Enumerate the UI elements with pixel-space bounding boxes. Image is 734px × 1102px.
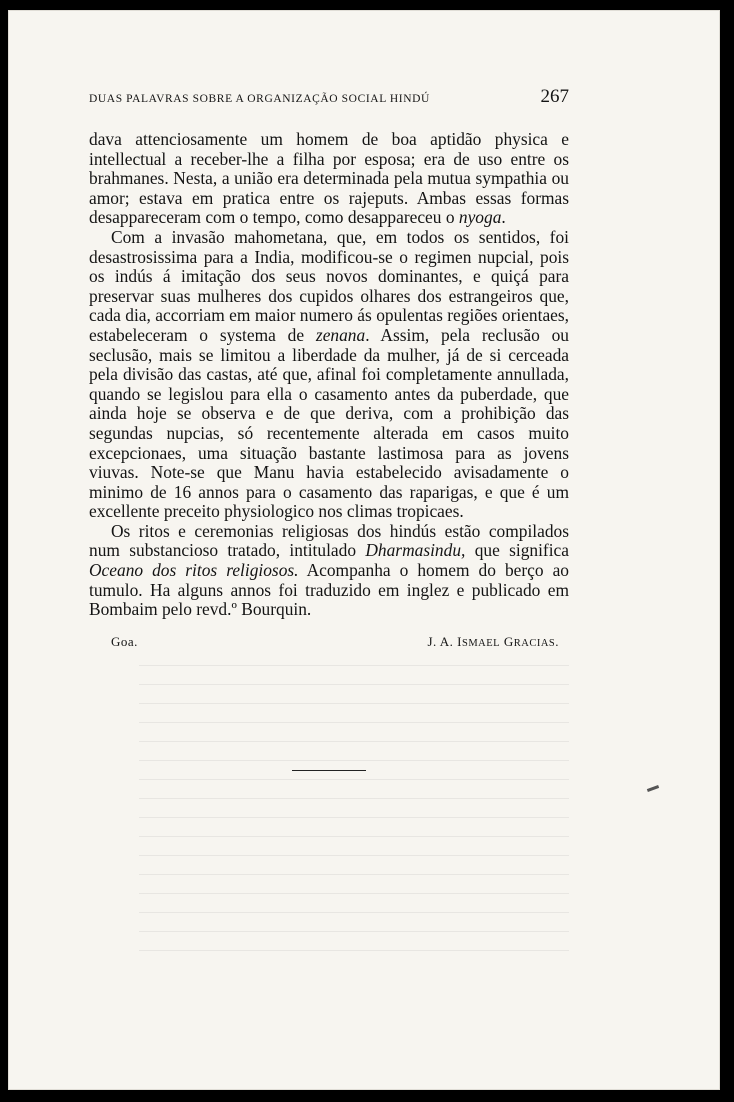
running-head: [89, 86, 569, 108]
paragraph-2-end: . Assim, pela reclusão ou seclusão, mais se limitou a liberdade da mulher, já de si cerceada pela divisão das castas, até que, afinal foi completamente annullada, quando se legislou para ella o casamento antes da puberdade, que ainda hoje se observa e de que deriva, com a prohibição das segundas nupcias, só recentemente alterada em casos muito excepcionaes, uma situação bastante lastimosa para as jovens viuvas. Note-se que Manu havia estabelecido avisadamente o minimo de 16 annos para o casamento das raparigas, e que é um excellente preceito physiologico nos climas tropicaes.: [89, 324, 569, 522]
nyoga-term: nyoga: [458, 207, 502, 228]
author-smallcaps-2: RACIAS: [513, 637, 556, 649]
paragraph-1: [89, 130, 569, 228]
closing-rule: [292, 770, 366, 771]
running-title: DUAS PALAVRAS SOBRE A ORGANIZAÇÃO SOCIAL HINDÚ: [89, 93, 430, 105]
paragraph-3-mid: que significa: [465, 540, 569, 561]
zenana-term: zenana: [315, 324, 366, 345]
author-name: [427, 634, 559, 650]
author-period: .: [555, 633, 559, 649]
page-content: [89, 86, 569, 771]
signature-line: [89, 634, 569, 650]
oceano-title: Oceano dos ritos religiosos.: [89, 560, 299, 581]
paragraph-1-text: dava attenciosamente um homem de boa aptidão physica e intellectual a receber-lhe a filha por esposa; era de uso entre os brahmanes. Nesta, a união era determinada pela mutua sympathia ou amor; estava em pratica entre os rajeputs. Ambas essas formas desappareceram com o tempo, como desappareceu o: [89, 129, 569, 228]
paragraph-2-start: Com a invasão mahometana, que, em todos os sentidos, foi desastrosissima para a India, modificou-se o regimen nupcial, pois os indús á imitação dos seus novos dominantes, e quiçá para preservar suas mulheres dos cupidos olhares dos estrangeiros que, cada dia, accorriam em maior numero ás opulentas regiões orientaes, estabeleceram o systema de: [89, 226, 569, 345]
paragraph-3: [89, 522, 569, 620]
paragraph-2: [89, 228, 569, 522]
paragraph-3-end: Acompanha o homem do berço ao tumulo. Ha alguns annos foi traduzido em inglez e publicado em Bombaim pelo revd.º Bourquin.: [89, 560, 570, 620]
paragraph-1-end: .: [501, 207, 506, 228]
place-name: Goa.: [111, 633, 138, 649]
author-smallcaps-1: SMAEL: [462, 637, 501, 649]
page-number: 267: [540, 86, 569, 107]
ink-speck: [647, 785, 659, 792]
author-cap-g: G: [500, 633, 514, 649]
dharmasindu-title: Dharmasindu,: [365, 540, 466, 561]
paragraph-3-start: Os ritos e ceremonias religiosas dos hindús estão compilados num substancioso tratado, intitulado: [89, 520, 569, 561]
author-initials: J. A. I: [427, 633, 462, 649]
book-page: [8, 10, 720, 1090]
